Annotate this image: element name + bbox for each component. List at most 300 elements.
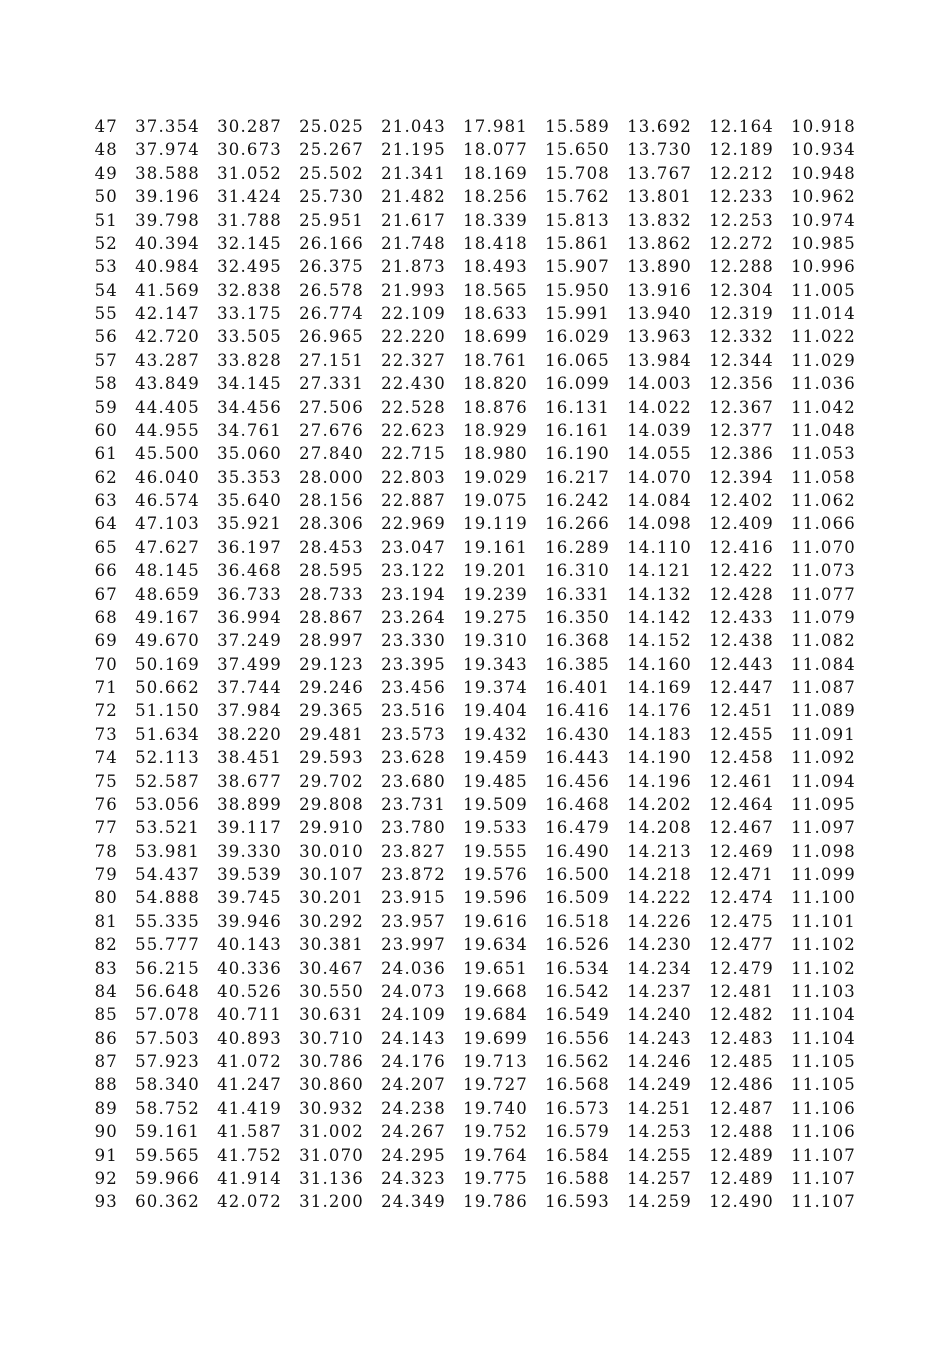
- value-cell: 14.098: [627, 514, 692, 534]
- value-cell: 21.341: [381, 163, 446, 183]
- row-index-cell: 50: [94, 187, 118, 207]
- table-row: [92, 583, 856, 606]
- value-cell: 30.201: [299, 888, 364, 908]
- table-row: [92, 209, 856, 232]
- value-cell: 54.888: [135, 888, 200, 908]
- value-cell: 38.451: [217, 748, 282, 768]
- value-cell: 40.893: [217, 1028, 282, 1048]
- value-cell: 14.222: [627, 888, 692, 908]
- value-cell: 12.438: [709, 631, 774, 651]
- row-index-cell: 69: [94, 631, 118, 651]
- row-index-cell: 59: [94, 397, 118, 417]
- value-cell: 37.499: [217, 654, 282, 674]
- value-cell: 19.404: [463, 701, 528, 721]
- value-cell: 18.980: [463, 444, 528, 464]
- value-cell: 10.918: [791, 117, 856, 136]
- table-row: [92, 1120, 856, 1143]
- data-table: [92, 115, 856, 1214]
- value-cell: 12.428: [709, 584, 774, 604]
- value-cell: 48.659: [135, 584, 200, 604]
- table-row: [92, 302, 856, 325]
- value-cell: 35.060: [217, 444, 282, 464]
- value-cell: 12.475: [709, 911, 774, 931]
- value-cell: 13.916: [627, 280, 692, 300]
- value-cell: 10.934: [791, 140, 856, 160]
- value-cell: 22.623: [381, 420, 446, 440]
- value-cell: 27.676: [299, 420, 364, 440]
- value-cell: 14.213: [627, 841, 692, 861]
- value-cell: 14.132: [627, 584, 692, 604]
- value-cell: 12.422: [709, 561, 774, 581]
- row-index-cell: 53: [94, 257, 118, 277]
- value-cell: 41.569: [135, 280, 200, 300]
- value-cell: 27.331: [299, 374, 364, 394]
- value-cell: 14.190: [627, 748, 692, 768]
- value-cell: 14.249: [627, 1075, 692, 1095]
- value-cell: 30.292: [299, 911, 364, 931]
- value-cell: 12.488: [709, 1122, 774, 1142]
- value-cell: 15.650: [545, 140, 610, 160]
- value-cell: 56.215: [135, 958, 200, 978]
- value-cell: 12.394: [709, 467, 774, 487]
- value-cell: 14.070: [627, 467, 692, 487]
- value-cell: 34.145: [217, 374, 282, 394]
- value-cell: 29.593: [299, 748, 364, 768]
- value-cell: 55.335: [135, 911, 200, 931]
- value-cell: 32.145: [217, 233, 282, 253]
- value-cell: 26.774: [299, 304, 364, 323]
- value-cell: 18.077: [463, 140, 528, 160]
- value-cell: 29.481: [299, 724, 364, 744]
- table-row: [92, 910, 856, 933]
- value-cell: 30.673: [217, 140, 282, 160]
- value-cell: 51.634: [135, 724, 200, 744]
- table-row: [92, 746, 856, 769]
- row-index-cell: 76: [94, 794, 118, 814]
- value-cell: 15.813: [545, 210, 610, 230]
- value-cell: 12.272: [709, 233, 774, 253]
- value-cell: 19.740: [463, 1098, 528, 1118]
- value-cell: 18.820: [463, 374, 528, 394]
- table-row: [92, 1050, 856, 1073]
- value-cell: 35.640: [217, 491, 282, 510]
- value-cell: 36.733: [217, 584, 282, 604]
- value-cell: 11.107: [791, 1145, 856, 1165]
- value-cell: 15.762: [545, 187, 610, 207]
- value-cell: 23.915: [381, 888, 446, 908]
- value-cell: 21.482: [381, 187, 446, 207]
- value-cell: 13.692: [627, 117, 692, 136]
- value-cell: 16.217: [545, 467, 610, 487]
- row-index-cell: 51: [94, 210, 118, 230]
- value-cell: 16.518: [545, 911, 610, 931]
- value-cell: 11.103: [791, 981, 856, 1001]
- value-cell: 34.456: [217, 397, 282, 417]
- value-cell: 16.099: [545, 374, 610, 394]
- value-cell: 28.156: [299, 491, 364, 510]
- value-cell: 19.786: [463, 1192, 528, 1212]
- table-row: [92, 933, 856, 956]
- value-cell: 50.169: [135, 654, 200, 674]
- row-index-cell: 82: [94, 935, 118, 955]
- value-cell: 36.468: [217, 561, 282, 581]
- value-cell: 15.708: [545, 163, 610, 183]
- value-cell: 23.047: [381, 537, 446, 557]
- table-row: [92, 162, 856, 185]
- value-cell: 26.965: [299, 327, 364, 347]
- row-index-cell: 67: [94, 584, 118, 604]
- value-cell: 29.123: [299, 654, 364, 674]
- value-cell: 21.043: [381, 117, 446, 136]
- value-cell: 12.490: [709, 1192, 774, 1212]
- value-cell: 16.562: [545, 1052, 610, 1071]
- value-cell: 12.474: [709, 888, 774, 908]
- value-cell: 37.354: [135, 117, 200, 136]
- value-cell: 35.353: [217, 467, 282, 487]
- value-cell: 16.401: [545, 678, 610, 697]
- value-cell: 57.503: [135, 1028, 200, 1048]
- value-cell: 23.573: [381, 724, 446, 744]
- value-cell: 48.145: [135, 561, 200, 581]
- value-cell: 37.984: [217, 701, 282, 721]
- row-index-cell: 84: [94, 981, 118, 1001]
- value-cell: 23.731: [381, 794, 446, 814]
- value-cell: 30.631: [299, 1005, 364, 1025]
- table-row: [92, 793, 856, 816]
- value-cell: 11.077: [791, 584, 856, 604]
- value-cell: 16.350: [545, 607, 610, 627]
- value-cell: 14.255: [627, 1145, 692, 1165]
- row-index-cell: 83: [94, 958, 118, 978]
- value-cell: 11.079: [791, 607, 856, 627]
- value-cell: 24.109: [381, 1005, 446, 1025]
- value-cell: 60.362: [135, 1192, 200, 1212]
- value-cell: 38.220: [217, 724, 282, 744]
- value-cell: 11.107: [791, 1192, 856, 1212]
- value-cell: 11.105: [791, 1075, 856, 1095]
- value-cell: 53.981: [135, 841, 200, 861]
- value-cell: 16.479: [545, 818, 610, 838]
- value-cell: 14.240: [627, 1005, 692, 1025]
- row-index-cell: 88: [94, 1075, 118, 1095]
- value-cell: 24.323: [381, 1168, 446, 1188]
- table-row: [92, 1027, 856, 1050]
- table-row: [92, 559, 856, 582]
- value-cell: 16.542: [545, 981, 610, 1001]
- table-row: [92, 512, 856, 535]
- table-row: [92, 138, 856, 161]
- value-cell: 22.715: [381, 444, 446, 464]
- row-index-cell: 63: [94, 491, 118, 510]
- value-cell: 11.029: [791, 350, 856, 370]
- value-cell: 14.160: [627, 654, 692, 674]
- row-index-cell: 90: [94, 1122, 118, 1142]
- value-cell: 14.246: [627, 1052, 692, 1071]
- value-cell: 28.997: [299, 631, 364, 651]
- value-cell: 14.183: [627, 724, 692, 744]
- value-cell: 19.374: [463, 678, 528, 697]
- value-cell: 33.175: [217, 304, 282, 323]
- value-cell: 54.437: [135, 865, 200, 884]
- value-cell: 14.202: [627, 794, 692, 814]
- value-cell: 22.528: [381, 397, 446, 417]
- value-cell: 19.713: [463, 1052, 528, 1071]
- value-cell: 13.940: [627, 304, 692, 323]
- value-cell: 12.486: [709, 1075, 774, 1095]
- value-cell: 16.161: [545, 420, 610, 440]
- row-index-cell: 93: [94, 1192, 118, 1212]
- value-cell: 19.239: [463, 584, 528, 604]
- value-cell: 10.974: [791, 210, 856, 230]
- value-cell: 21.617: [381, 210, 446, 230]
- value-cell: 52.587: [135, 771, 200, 791]
- value-cell: 59.161: [135, 1122, 200, 1142]
- value-cell: 30.550: [299, 981, 364, 1001]
- table-row: [92, 536, 856, 559]
- value-cell: 57.078: [135, 1005, 200, 1025]
- value-cell: 32.495: [217, 257, 282, 277]
- value-cell: 30.010: [299, 841, 364, 861]
- value-cell: 12.288: [709, 257, 774, 277]
- value-cell: 16.593: [545, 1192, 610, 1212]
- table-body: [92, 115, 856, 1214]
- value-cell: 12.386: [709, 444, 774, 464]
- value-cell: 27.840: [299, 444, 364, 464]
- row-index-cell: 74: [94, 748, 118, 768]
- value-cell: 27.151: [299, 350, 364, 370]
- value-cell: 13.862: [627, 233, 692, 253]
- value-cell: 46.040: [135, 467, 200, 487]
- value-cell: 12.455: [709, 724, 774, 744]
- table-row: [92, 489, 856, 512]
- value-cell: 18.493: [463, 257, 528, 277]
- value-cell: 22.220: [381, 327, 446, 347]
- value-cell: 16.242: [545, 491, 610, 510]
- value-cell: 14.196: [627, 771, 692, 791]
- table-row: [92, 770, 856, 793]
- table-row: [92, 466, 856, 489]
- value-cell: 19.432: [463, 724, 528, 744]
- value-cell: 47.627: [135, 537, 200, 557]
- value-cell: 18.256: [463, 187, 528, 207]
- value-cell: 12.416: [709, 537, 774, 557]
- value-cell: 11.106: [791, 1122, 856, 1142]
- table-row: [92, 1144, 856, 1167]
- value-cell: 41.914: [217, 1168, 282, 1188]
- value-cell: 21.993: [381, 280, 446, 300]
- value-cell: 11.066: [791, 514, 856, 534]
- value-cell: 11.098: [791, 841, 856, 861]
- value-cell: 14.110: [627, 537, 692, 557]
- value-cell: 39.946: [217, 911, 282, 931]
- value-cell: 14.022: [627, 397, 692, 417]
- value-cell: 16.588: [545, 1168, 610, 1188]
- value-cell: 30.381: [299, 935, 364, 955]
- value-cell: 27.506: [299, 397, 364, 417]
- value-cell: 25.267: [299, 140, 364, 160]
- value-cell: 31.070: [299, 1145, 364, 1165]
- row-index-cell: 75: [94, 771, 118, 791]
- table-row: [92, 349, 856, 372]
- value-cell: 26.166: [299, 233, 364, 253]
- value-cell: 12.487: [709, 1098, 774, 1118]
- value-cell: 28.000: [299, 467, 364, 487]
- row-index-cell: 55: [94, 304, 118, 323]
- row-index-cell: 57: [94, 350, 118, 370]
- row-index-cell: 62: [94, 467, 118, 487]
- value-cell: 14.251: [627, 1098, 692, 1118]
- value-cell: 12.253: [709, 210, 774, 230]
- row-index-cell: 79: [94, 865, 118, 884]
- value-cell: 14.226: [627, 911, 692, 931]
- value-cell: 16.500: [545, 865, 610, 884]
- value-cell: 39.745: [217, 888, 282, 908]
- value-cell: 19.555: [463, 841, 528, 861]
- row-index-cell: 72: [94, 701, 118, 721]
- value-cell: 10.948: [791, 163, 856, 183]
- value-cell: 19.485: [463, 771, 528, 791]
- table-row: [92, 115, 856, 138]
- value-cell: 12.458: [709, 748, 774, 768]
- value-cell: 12.482: [709, 1005, 774, 1025]
- value-cell: 13.963: [627, 327, 692, 347]
- value-cell: 31.200: [299, 1192, 364, 1212]
- value-cell: 37.249: [217, 631, 282, 651]
- value-cell: 12.469: [709, 841, 774, 861]
- row-index-cell: 71: [94, 678, 118, 697]
- value-cell: 11.084: [791, 654, 856, 674]
- value-cell: 24.143: [381, 1028, 446, 1048]
- page-content: [92, 115, 856, 1214]
- value-cell: 16.131: [545, 397, 610, 417]
- row-index-cell: 80: [94, 888, 118, 908]
- value-cell: 14.055: [627, 444, 692, 464]
- value-cell: 19.764: [463, 1145, 528, 1165]
- table-row: [92, 232, 856, 255]
- value-cell: 18.699: [463, 327, 528, 347]
- row-index-cell: 92: [94, 1168, 118, 1188]
- value-cell: 16.266: [545, 514, 610, 534]
- value-cell: 24.176: [381, 1052, 446, 1071]
- value-cell: 19.201: [463, 561, 528, 581]
- value-cell: 42.072: [217, 1192, 282, 1212]
- value-cell: 23.827: [381, 841, 446, 861]
- table-row: [92, 1003, 856, 1026]
- value-cell: 41.587: [217, 1122, 282, 1142]
- value-cell: 30.467: [299, 958, 364, 978]
- value-cell: 16.310: [545, 561, 610, 581]
- value-cell: 30.786: [299, 1052, 364, 1071]
- value-cell: 24.267: [381, 1122, 446, 1142]
- value-cell: 40.526: [217, 981, 282, 1001]
- value-cell: 29.365: [299, 701, 364, 721]
- value-cell: 30.932: [299, 1098, 364, 1118]
- value-cell: 12.367: [709, 397, 774, 417]
- value-cell: 16.289: [545, 537, 610, 557]
- value-cell: 24.036: [381, 958, 446, 978]
- value-cell: 23.872: [381, 865, 446, 884]
- value-cell: 11.102: [791, 935, 856, 955]
- table-row: [92, 372, 856, 395]
- value-cell: 56.648: [135, 981, 200, 1001]
- value-cell: 11.073: [791, 561, 856, 581]
- value-cell: 16.065: [545, 350, 610, 370]
- value-cell: 23.780: [381, 818, 446, 838]
- value-cell: 39.117: [217, 818, 282, 838]
- value-cell: 14.218: [627, 865, 692, 884]
- value-cell: 29.246: [299, 678, 364, 697]
- value-cell: 18.876: [463, 397, 528, 417]
- table-row: [92, 1190, 856, 1213]
- value-cell: 11.091: [791, 724, 856, 744]
- value-cell: 19.310: [463, 631, 528, 651]
- value-cell: 12.344: [709, 350, 774, 370]
- value-cell: 11.089: [791, 701, 856, 721]
- value-cell: 28.733: [299, 584, 364, 604]
- table-row: [92, 840, 856, 863]
- value-cell: 44.405: [135, 397, 200, 417]
- value-cell: 16.190: [545, 444, 610, 464]
- value-cell: 11.053: [791, 444, 856, 464]
- value-cell: 19.699: [463, 1028, 528, 1048]
- value-cell: 53.056: [135, 794, 200, 814]
- value-cell: 12.485: [709, 1052, 774, 1071]
- value-cell: 18.633: [463, 304, 528, 323]
- value-cell: 11.062: [791, 491, 856, 510]
- table-row: [92, 606, 856, 629]
- value-cell: 12.464: [709, 794, 774, 814]
- value-cell: 14.152: [627, 631, 692, 651]
- table-row: [92, 816, 856, 839]
- value-cell: 24.349: [381, 1192, 446, 1212]
- value-cell: 12.489: [709, 1168, 774, 1188]
- table-row: [92, 255, 856, 278]
- value-cell: 11.094: [791, 771, 856, 791]
- table-row: [92, 1097, 856, 1120]
- value-cell: 14.176: [627, 701, 692, 721]
- value-cell: 16.029: [545, 327, 610, 347]
- value-cell: 16.443: [545, 748, 610, 768]
- value-cell: 12.402: [709, 491, 774, 510]
- value-cell: 15.589: [545, 117, 610, 136]
- value-cell: 58.752: [135, 1098, 200, 1118]
- value-cell: 40.711: [217, 1005, 282, 1025]
- value-cell: 18.339: [463, 210, 528, 230]
- value-cell: 19.616: [463, 911, 528, 931]
- value-cell: 23.997: [381, 935, 446, 955]
- row-index-cell: 54: [94, 280, 118, 300]
- value-cell: 11.105: [791, 1052, 856, 1071]
- value-cell: 31.136: [299, 1168, 364, 1188]
- value-cell: 24.207: [381, 1075, 446, 1095]
- value-cell: 19.533: [463, 818, 528, 838]
- value-cell: 22.887: [381, 491, 446, 510]
- value-cell: 41.752: [217, 1145, 282, 1165]
- value-cell: 23.680: [381, 771, 446, 791]
- value-cell: 12.164: [709, 117, 774, 136]
- value-cell: 19.727: [463, 1075, 528, 1095]
- row-index-cell: 73: [94, 724, 118, 744]
- value-cell: 22.969: [381, 514, 446, 534]
- value-cell: 13.832: [627, 210, 692, 230]
- row-index-cell: 81: [94, 911, 118, 931]
- value-cell: 16.509: [545, 888, 610, 908]
- table-row: [92, 629, 856, 652]
- row-index-cell: 65: [94, 537, 118, 557]
- value-cell: 40.394: [135, 233, 200, 253]
- value-cell: 19.668: [463, 981, 528, 1001]
- value-cell: 53.521: [135, 818, 200, 838]
